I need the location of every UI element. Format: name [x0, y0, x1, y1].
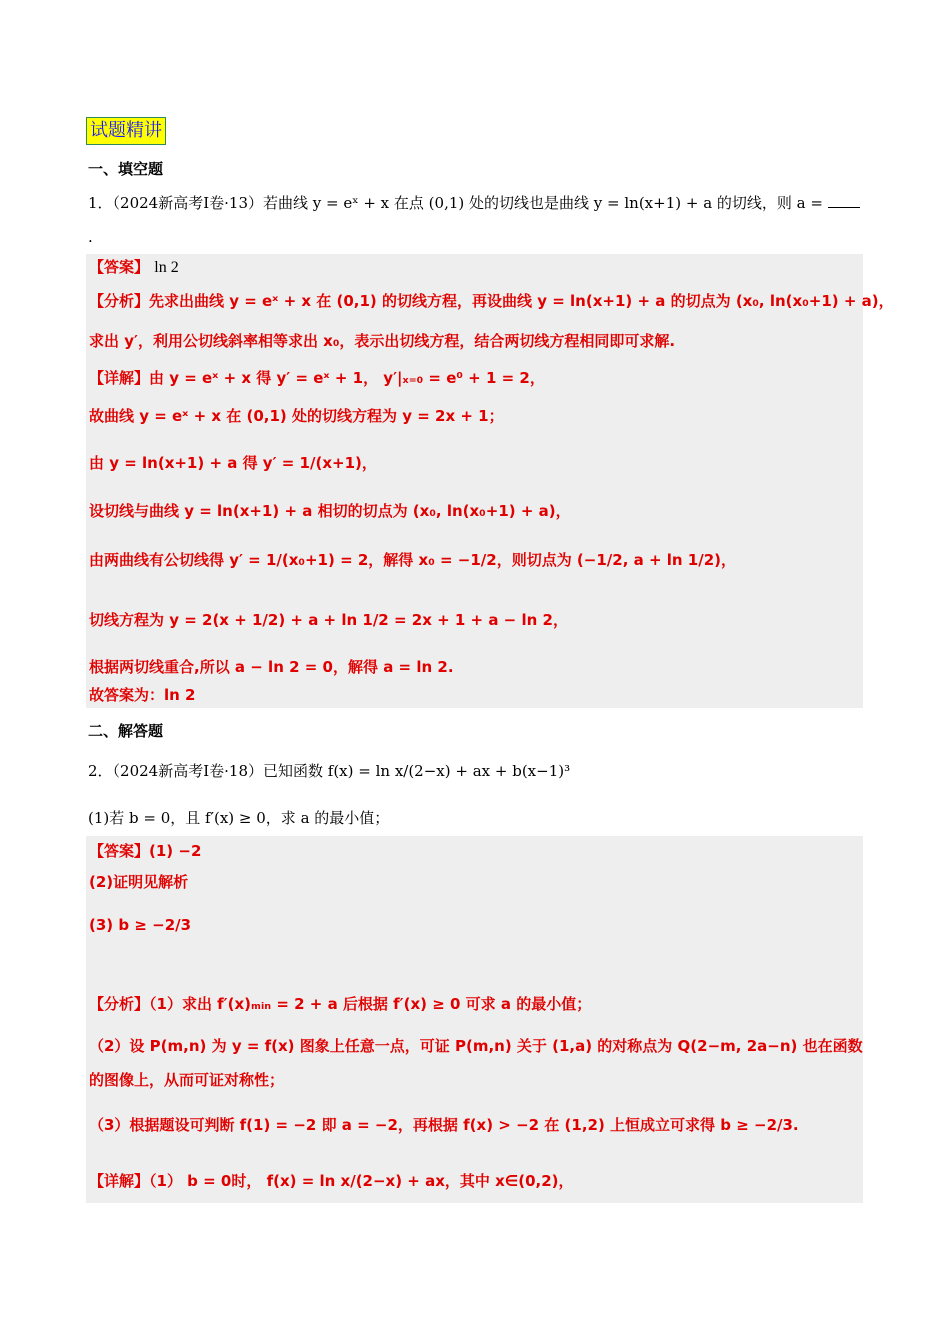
question-1-text: 1．（2024新高考Ⅰ卷·13）若曲线 y = eˣ + x 在点 (0,1) 处的切线也是曲线 y = ln(x+1) + a 的切线，则 a =	[88, 194, 823, 212]
detail-2-line-1: 【详解】（1） b = 0时， f(x) = ln x/(2−x) + ax，其中 x∈(0,2)，	[89, 1172, 574, 1190]
solution-panel-1	[86, 254, 894, 708]
analysis-1-line-2: 求出 y′，利用公切线斜率相等求出 x₀，表示出切线方程，结合两切线方程相同即可求解.	[89, 332, 676, 350]
question-1-tail: .	[88, 228, 93, 246]
answer-2-line-3: (3) b ≥ −2/3	[89, 916, 192, 934]
detail-1-line-3: 由 y = ln(x+1) + a 得 y′ = 1/(x+1)，	[89, 454, 377, 472]
analysis-2-line-4: （3）根据题设可判断 f(1) = −2 即 a = −2，再根据 f(x) > −2 在 (1,2) 上恒成立可求得 b ≥ −2/3.	[89, 1116, 799, 1134]
detail-1-line-7: 根据两切线重合,所以 a − ln 2 = 0，解得 a = ln 2.	[89, 658, 454, 676]
analysis-2-line-3: 的图像上，从而可证对称性；	[89, 1071, 285, 1089]
section-title: 试题精讲	[86, 117, 166, 145]
detail-1-line-5: 由两曲线有公切线得 y′ = 1/(x₀+1) = 2，解得 x₀ = −1/2，则切点为 (−1/2, a + ln 1/2)，	[89, 551, 737, 569]
analysis-2-line-2: （2）设 P(m,n) 为 y = f(x) 图象上任意一点，可证 P(m,n) 关于 (1,a) 的对称点为 Q(2−m, 2a−n) 也在函数	[89, 1037, 863, 1055]
answer-2-line-1: 【答案】(1) −2	[89, 842, 202, 860]
answer-value: ln 2	[154, 259, 179, 276]
analysis-1-line-1: 【分析】先求出曲线 y = eˣ + x 在 (0,1) 的切线方程，再设曲线 y = ln(x+1) + a 的切点为 (x₀, ln(x₀+1) + a)，	[89, 292, 894, 310]
analysis-2-line-1: 【分析】（1）求出 f′(x)ₘᵢₙ = 2 + a 后根据 f′(x) ≥ 0 可求 a 的最小值；	[89, 995, 592, 1013]
heading-solve: 二、解答题	[88, 722, 164, 740]
detail-1-line-1: 【详解】由 y = eˣ + x 得 y′ = eˣ + 1， y′|ₓ₌₀ = e⁰ + 1 = 2，	[89, 369, 545, 387]
detail-1-line-2: 故曲线 y = eˣ + x 在 (0,1) 处的切线方程为 y = 2x + 1；	[89, 407, 504, 425]
solution-panel-2	[86, 836, 863, 1203]
question-1	[88, 192, 860, 213]
detail-1-line-4: 设切线与曲线 y = ln(x+1) + a 相切的切点为 (x₀, ln(x₀+1) + a)，	[89, 502, 571, 520]
answer-1	[89, 256, 179, 279]
final-answer-1: 故答案为：ln 2	[89, 686, 196, 704]
answer-2-line-2: (2)证明见解析	[89, 873, 189, 891]
question-2: 2．（2024新高考Ⅰ卷·18）已知函数 f(x) = ln x/(2−x) + ax + b(x−1)³	[88, 762, 571, 780]
question-2-part-1: (1)若 b = 0，且 f′(x) ≥ 0，求 a 的最小值；	[88, 809, 390, 827]
answer-label: 【答案】	[89, 258, 150, 276]
answer-blank	[828, 193, 860, 208]
detail-1-line-6: 切线方程为 y = 2(x + 1/2) + a + ln 1/2 = 2x + 1 + a − ln 2，	[89, 611, 568, 629]
heading-fill-blank: 一、填空题	[88, 160, 164, 178]
